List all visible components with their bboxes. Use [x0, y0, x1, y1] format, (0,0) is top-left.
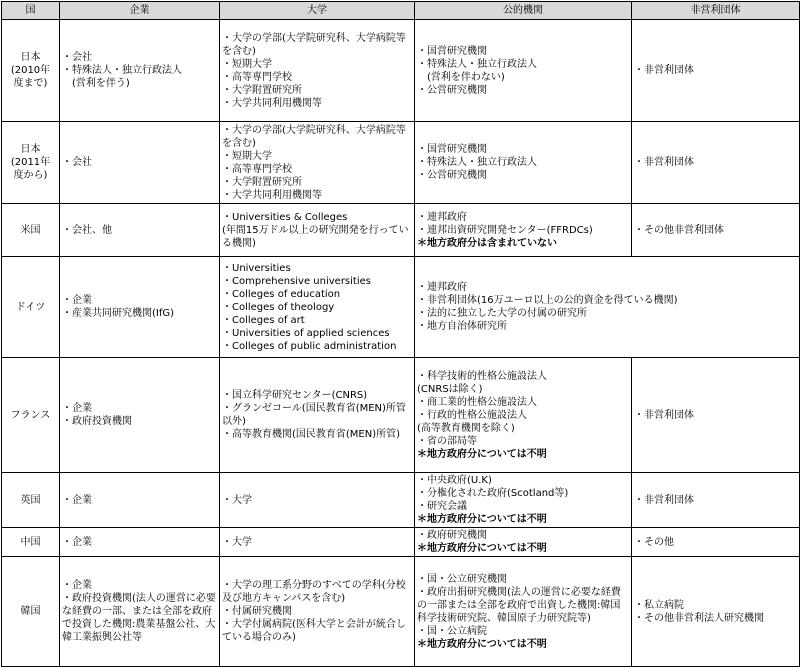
public-note: ＊地方政府分については不明 — [417, 638, 547, 650]
enterprise-cell-line: ・政府投資機関 — [62, 416, 132, 427]
country-cell-line: 度から) — [13, 170, 48, 181]
public-cell-line: ・国・公立病院 — [417, 625, 487, 637]
enterprise-cell-line: ・企業 — [62, 580, 92, 591]
university-cell — [220, 557, 415, 667]
nonprofit-cell — [632, 557, 800, 667]
enterprise-cell-line: ・産業共同研究機関(IfG) — [62, 308, 175, 319]
public-cell-line: ・中央政府(U.K) — [417, 475, 492, 486]
university-cell-line: ・大学 — [222, 494, 252, 506]
header-university: 大学 — [220, 2, 415, 20]
nonprofit-cell — [632, 528, 800, 557]
nonprofit-cell-line: ・私立病院 — [634, 599, 684, 611]
nonprofit-cell-line: ・非営利団体 — [634, 409, 694, 421]
enterprise-cell — [60, 204, 220, 257]
country-cell-line: 米国 — [20, 224, 41, 236]
university-cell-line: ・高等専門学校 — [222, 71, 292, 83]
public-cell-line: ・研究会議 — [417, 501, 467, 512]
university-cell-line: ・Universities of applied sciences — [222, 327, 390, 339]
public-cell-line: ・省の部局等 — [417, 435, 477, 447]
country-cell-line: 日本 — [20, 52, 41, 63]
public-nonprofit-cell-line: ・連邦政府 — [417, 282, 467, 293]
header-public: 公的機関 — [415, 2, 632, 20]
header-row — [2, 2, 800, 20]
university-cell-line: ・短期大学 — [222, 58, 272, 70]
enterprise-cell — [60, 473, 220, 528]
university-cell-line: ・大学附置研究所 — [222, 176, 302, 188]
country-cell-line: 度まで) — [13, 78, 48, 89]
country-cell-line: 韓国 — [20, 606, 41, 617]
public-cell-line: ・行政的性格公施設法人 — [417, 409, 527, 421]
country-cell-line: ドイツ — [15, 301, 46, 313]
enterprise-cell — [60, 557, 220, 667]
country-cell-line: (2011年 — [10, 157, 51, 168]
nonprofit-cell — [632, 122, 800, 204]
nonprofit-cell-line: ・その他 — [634, 536, 674, 548]
country-cell-line: (2010年 — [10, 65, 51, 76]
public-cell-line: ・国・公立研究機関 — [417, 573, 507, 585]
nonprofit-cell — [632, 20, 800, 122]
country-cell — [2, 204, 60, 257]
university-cell-line: ・高等専門学校 — [222, 163, 292, 175]
university-cell — [220, 204, 415, 257]
nonprofit-cell — [632, 358, 800, 473]
country-cell — [2, 473, 60, 528]
university-cell-line: ・Colleges of public administration — [222, 340, 397, 352]
enterprise-cell-line: ・企業 — [62, 403, 92, 414]
enterprise-cell — [60, 528, 220, 557]
enterprise-cell-line: ・企業 — [62, 295, 92, 306]
university-cell — [220, 20, 415, 122]
university-cell — [220, 528, 415, 557]
public-cell-line: ・連邦政府 — [417, 211, 467, 223]
university-cell-line: ・Comprehensive universities — [222, 275, 371, 287]
public-cell — [415, 557, 632, 667]
university-cell-line: ・Colleges of art — [222, 314, 305, 326]
nonprofit-cell-line: ・非営利団体 — [634, 65, 694, 76]
country-cell — [2, 528, 60, 557]
public-cell-line: ・政府研究機関 — [417, 530, 487, 541]
public-cell-line: ・特殊法人・独立行政法人 — [417, 58, 537, 70]
university-cell-line: ・国立科学研究センター(CNRS) — [222, 390, 368, 401]
enterprise-cell — [60, 20, 220, 122]
university-cell-line: ・大学附置研究所 — [222, 84, 302, 96]
nonprofit-cell-line: ・その他非営利法人研究機関 — [634, 612, 764, 624]
university-cell-line: ・グランゼコール(国民教育省(MEN)所管以外) — [222, 403, 406, 427]
table-row — [2, 557, 800, 667]
enterprise-cell — [60, 358, 220, 473]
university-cell-line: ・Universities — [222, 262, 291, 274]
public-note: ＊地方政府分については不明 — [417, 448, 547, 460]
public-cell-line: ・特殊法人・独立行政法人 — [417, 157, 537, 168]
university-cell-line: ・高等教育機関(国民教育省(MEN)所管) — [222, 429, 401, 440]
public-cell — [415, 204, 632, 257]
university-cell-line: ・大学 — [222, 536, 252, 548]
public-note: ＊地方政府分については不明 — [417, 543, 547, 554]
university-cell-line: ・大学付属病院(医科大学と会計が統合している場合のみ) — [222, 619, 406, 643]
public-cell-line: ・国営研究機関 — [417, 45, 487, 57]
university-cell-line: ・短期大学 — [222, 150, 272, 162]
public-cell-line: ・分権化された政府(Scotland等) — [417, 488, 569, 499]
public-cell-line: ・連邦出資研究開発センター(FFRDCs) — [417, 224, 593, 236]
university-cell — [220, 122, 415, 204]
table-body — [2, 20, 800, 667]
public-note: ＊地方政府分については不明 — [417, 514, 547, 525]
enterprise-cell-line: (営利を伴う) — [62, 78, 130, 89]
country-cell-line: フランス — [10, 409, 51, 421]
table-row — [2, 528, 800, 557]
comparison-table — [1, 1, 800, 667]
table-row — [2, 204, 800, 257]
country-cell — [2, 122, 60, 204]
enterprise-cell-line: ・会社、他 — [62, 224, 112, 236]
country-cell — [2, 358, 60, 473]
nonprofit-cell-line: ・非営利団体 — [634, 157, 694, 168]
public-cell — [415, 20, 632, 122]
university-cell — [220, 358, 415, 473]
public-cell — [415, 528, 632, 557]
country-cell — [2, 557, 60, 667]
country-cell — [2, 20, 60, 122]
university-cell-line: ・大学の学部(大学院研究科、大学病院等を含む) — [222, 32, 406, 57]
public-cell — [415, 473, 632, 528]
university-cell-line: ・Colleges of theology — [222, 301, 335, 313]
public-cell-line: (高等教育機関を除く) — [417, 422, 515, 434]
enterprise-cell-line: ・特殊法人・独立行政法人 — [62, 65, 182, 76]
public-cell — [415, 122, 632, 204]
nonprofit-cell — [632, 473, 800, 528]
university-cell-line: ・大学の学部(大学院研究科、大学病院等を含む) — [222, 124, 406, 149]
table-row — [2, 20, 800, 122]
table-row — [2, 473, 800, 528]
enterprise-cell-line: ・会社 — [62, 52, 92, 63]
university-cell-line: ・付属研究機関 — [222, 606, 292, 617]
university-cell-line: (年間15万ドル以上の研究開発を行っている機関) — [222, 224, 409, 249]
enterprise-cell-line: ・会社 — [62, 157, 92, 168]
country-cell-line: 中国 — [20, 536, 41, 548]
header-country: 国 — [2, 2, 60, 20]
country-cell — [2, 257, 60, 358]
public-nonprofit-cell — [415, 257, 800, 358]
university-cell — [220, 257, 415, 358]
university-cell-line: ・大学共同利用機関等 — [222, 97, 322, 109]
public-cell-line: ・科学技術的性格公施設法人 — [417, 370, 547, 382]
table-row — [2, 122, 800, 204]
university-cell — [220, 473, 415, 528]
table-row — [2, 358, 800, 473]
public-cell — [415, 358, 632, 473]
header-enterprise: 企業 — [60, 2, 220, 20]
enterprise-cell-line: ・企業 — [62, 536, 92, 548]
public-nonprofit-cell-line: ・法的に独立した大学の付属の研究所 — [417, 308, 587, 319]
public-cell-line: ・公営研究機関 — [417, 84, 487, 96]
university-cell-line: ・Colleges of education — [222, 288, 341, 300]
public-note: ＊地方政府分は含まれていない — [417, 237, 557, 249]
university-cell-line: ・大学の理工系分野のすべての学科(分校及び地方キャンパスを含む) — [222, 580, 406, 604]
public-cell-line: ・公営研究機関 — [417, 170, 487, 181]
university-cell-line: ・Universities & Colleges — [222, 211, 348, 223]
country-cell-line: 英国 — [20, 494, 41, 506]
country-cell-line: 日本 — [20, 144, 41, 155]
enterprise-cell-line: ・企業 — [62, 494, 92, 506]
public-nonprofit-cell-line: ・地方自治体研究所 — [417, 321, 507, 332]
header-nonprofit: 非営利団体 — [632, 2, 800, 20]
public-cell-line: (営利を伴わない) — [417, 71, 505, 83]
nonprofit-cell — [632, 204, 800, 257]
enterprise-cell — [60, 122, 220, 204]
public-cell-line: ・商工業的性格公施設法人 — [417, 396, 537, 408]
nonprofit-cell-line: ・その他非営利団体 — [634, 224, 724, 236]
university-cell-line: ・大学共同利用機関等 — [222, 189, 322, 201]
public-cell-line: (CNRSは除く) — [417, 383, 483, 395]
public-cell-line: ・国営研究機関 — [417, 144, 487, 155]
table-row — [2, 257, 800, 358]
nonprofit-cell-line: ・非営利団体 — [634, 494, 694, 506]
enterprise-cell-line: ・政府投資機関(法人の運営に必要な経費の一部、または全部を政府で投資した機関:農業基盤公社、大韓工業振興公社等 — [62, 593, 216, 643]
public-nonprofit-cell-line: ・非営利団体(16万ユーロ以上の公的資金を得ている機関) — [417, 295, 678, 306]
enterprise-cell — [60, 257, 220, 358]
public-cell-line: ・政府出捐研究機関(法人の運営に必要な経費の一部または全部を政府で出資した機関:韓国科学技術研究院、韓国原子力研究院等) — [417, 586, 621, 624]
